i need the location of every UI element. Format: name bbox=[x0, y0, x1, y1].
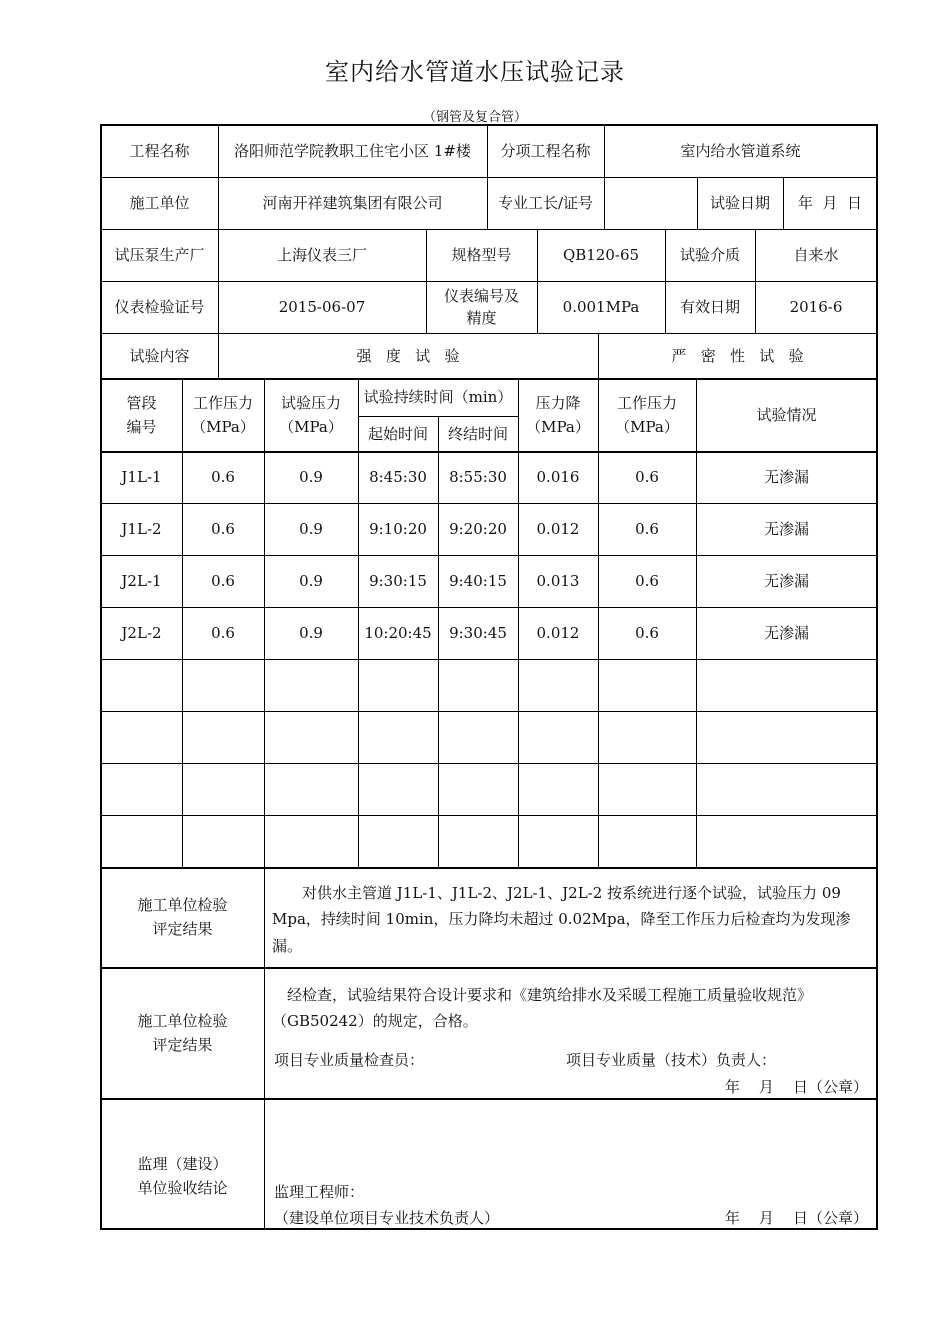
section1-label bbox=[101, 867, 264, 967]
table-cell-start: 8:45:30 bbox=[369, 468, 427, 486]
col-segment-line1: 管段 bbox=[126, 393, 157, 412]
table-cell-segment: J1L-2 bbox=[121, 520, 162, 538]
page-subtitle: （钢管及复合管） bbox=[422, 110, 527, 125]
table-cell-segment: J2L-2 bbox=[121, 624, 162, 642]
section3-label-line2: 单位验收结论 bbox=[137, 1178, 228, 1197]
table-cell-work-pressure: 0.6 bbox=[211, 572, 235, 590]
table-cell-start: 10:20:45 bbox=[364, 624, 432, 642]
section3-engineer: 监理工程师： bbox=[274, 1183, 365, 1201]
table-cell-result: 无渗漏 bbox=[763, 572, 809, 590]
table-cell-drop: 0.013 bbox=[536, 572, 580, 590]
table-cell-test-pressure: 0.9 bbox=[299, 520, 323, 538]
col-pressure-drop-header bbox=[518, 378, 598, 451]
table-cell-end: 9:30:45 bbox=[449, 624, 507, 642]
col-segment-line2: 编号 bbox=[126, 417, 157, 436]
sub-project-value: 室内给水管道系统 bbox=[680, 142, 801, 160]
project-name-value: 洛阳师范学院教职工住宅小区 1#楼 bbox=[234, 142, 471, 160]
table-cell-work-pressure2: 0.6 bbox=[635, 624, 659, 642]
table-cell-start: 9:10:20 bbox=[369, 520, 427, 538]
section3-label-line1: 监理（建设） bbox=[137, 1154, 228, 1173]
table-cell-work-pressure: 0.6 bbox=[211, 624, 235, 642]
col-end-header: 终结时间 bbox=[447, 424, 508, 443]
table-cell-end: 9:40:15 bbox=[449, 572, 507, 590]
table-cell-segment: J1L-1 bbox=[121, 468, 162, 486]
table-cell-start: 9:30:15 bbox=[369, 572, 427, 590]
table-cell-end: 8:55:30 bbox=[449, 468, 507, 486]
section2-text: 经检查，试验结果符合设计要求和《建筑给排水及采暖工程施工质量验收规范》（GB50242）的规定，合格。 bbox=[272, 986, 813, 1031]
section1-label-line1: 施工单位检验 bbox=[137, 896, 228, 914]
table-cell-test-pressure: 0.9 bbox=[299, 624, 323, 642]
table-cell-drop: 0.012 bbox=[536, 520, 580, 538]
section2-date-seal: 年 月 日（公章） bbox=[724, 1078, 868, 1096]
table-cell-work-pressure: 0.6 bbox=[211, 520, 235, 538]
table-cell-test-pressure: 0.9 bbox=[299, 468, 323, 486]
table-cell-drop: 0.012 bbox=[536, 624, 580, 642]
col-work-pressure-line1: 工作压力 bbox=[192, 393, 253, 412]
gauge-precision-value: 0.001MPa bbox=[562, 298, 640, 316]
table-cell-segment: J2L-1 bbox=[121, 572, 162, 590]
col-pressure-drop-line1: 压力降 bbox=[535, 393, 581, 412]
col-result-header: 试验情况 bbox=[756, 405, 817, 424]
valid-date-value: 2016-6 bbox=[789, 298, 843, 316]
table-cell-result: 无渗漏 bbox=[763, 624, 809, 642]
table-cell-work-pressure: 0.6 bbox=[211, 468, 235, 486]
section2-label-line1: 施工单位检验 bbox=[137, 1011, 228, 1030]
pump-maker-label: 试压泵生产厂 bbox=[114, 246, 205, 264]
section1-label-line2: 评定结果 bbox=[152, 920, 213, 938]
table-cell-work-pressure2: 0.6 bbox=[635, 520, 659, 538]
col-test-pressure-line2: （MPa） bbox=[279, 417, 343, 436]
col-test-pressure-line1: 试验压力 bbox=[280, 393, 341, 412]
gauge-no-label-line2: 精度 bbox=[466, 309, 497, 327]
valid-date-label: 有效日期 bbox=[679, 298, 740, 316]
project-name-label: 工程名称 bbox=[129, 142, 190, 160]
test-date-value: 年 月 日 bbox=[797, 194, 863, 212]
section2-manager: 项目专业质量（技术）负责人： bbox=[566, 1051, 777, 1069]
gauge-cert-value: 2015-06-07 bbox=[278, 298, 366, 316]
table-cell-test-pressure: 0.9 bbox=[299, 572, 323, 590]
section3-label bbox=[101, 1098, 264, 1229]
foreman-value bbox=[604, 177, 697, 229]
test-date-label: 试验日期 bbox=[709, 194, 770, 212]
gauge-no-label-line1: 仪表编号及 bbox=[443, 286, 519, 305]
col-work-pressure2-header bbox=[598, 378, 696, 451]
sub-project-label: 分项工程名称 bbox=[500, 142, 591, 160]
strength-test-heading: 强 度 试 验 bbox=[356, 346, 460, 365]
col-work-pressure-line2: （MPa） bbox=[191, 417, 255, 436]
table-cell-drop: 0.016 bbox=[536, 468, 580, 486]
section2-inspector: 项目专业质量检查员： bbox=[274, 1051, 425, 1069]
contractor-value: 河南开祥建筑集团有限公司 bbox=[262, 194, 443, 212]
pump-maker-value: 上海仪表三厂 bbox=[276, 246, 367, 264]
contractor-label: 施工单位 bbox=[129, 194, 190, 212]
tightness-test-heading: 严 密 性 试 验 bbox=[671, 346, 804, 365]
table-cell-work-pressure2: 0.6 bbox=[635, 572, 659, 590]
test-content-label: 试验内容 bbox=[129, 346, 190, 365]
table-cell-work-pressure2: 0.6 bbox=[635, 468, 659, 486]
col-work-pressure-header bbox=[182, 378, 264, 451]
col-start-header: 起始时间 bbox=[367, 424, 428, 443]
gauge-cert-label: 仪表检验证号 bbox=[114, 298, 205, 316]
model-value: QB120-65 bbox=[562, 246, 640, 264]
page-title: 室内给水管道水压试验记录 bbox=[325, 58, 625, 86]
section1-text: 对供水主管道 J1L-1、J1L-2、J2L-1、J2L-2 按系统进行逐个试验，试验压力 09 Mpa，持续时间 10min，压力降均未超过 0.02Mpa，降至工作压力后检查均为发现渗漏。 bbox=[272, 884, 851, 955]
col-segment-header bbox=[101, 378, 182, 451]
table-cell-result: 无渗漏 bbox=[763, 468, 809, 486]
table-cell-result: 无渗漏 bbox=[763, 520, 809, 538]
medium-label: 试验介质 bbox=[679, 246, 740, 264]
col-test-pressure-header bbox=[264, 378, 358, 451]
gauge-no-label bbox=[426, 281, 537, 333]
medium-value: 自来水 bbox=[793, 246, 839, 264]
section3-owner: （建设单位项目专业技术负责人） bbox=[274, 1209, 500, 1227]
model-label: 规格型号 bbox=[451, 246, 512, 264]
table-cell-end: 9:20:20 bbox=[449, 520, 507, 538]
section3-date-seal: 年 月 日（公章） bbox=[724, 1209, 868, 1227]
col-work-pressure2-line1: 工作压力 bbox=[616, 393, 677, 412]
foreman-label: 专业工长/证号 bbox=[497, 194, 594, 212]
section2-label bbox=[101, 967, 264, 1098]
col-work-pressure2-line2: （MPa） bbox=[615, 417, 679, 436]
col-duration-header: 试验持续时间（min） bbox=[363, 388, 513, 406]
col-pressure-drop-line2: （MPa） bbox=[526, 417, 590, 436]
section2-label-line2: 评定结果 bbox=[152, 1035, 213, 1054]
